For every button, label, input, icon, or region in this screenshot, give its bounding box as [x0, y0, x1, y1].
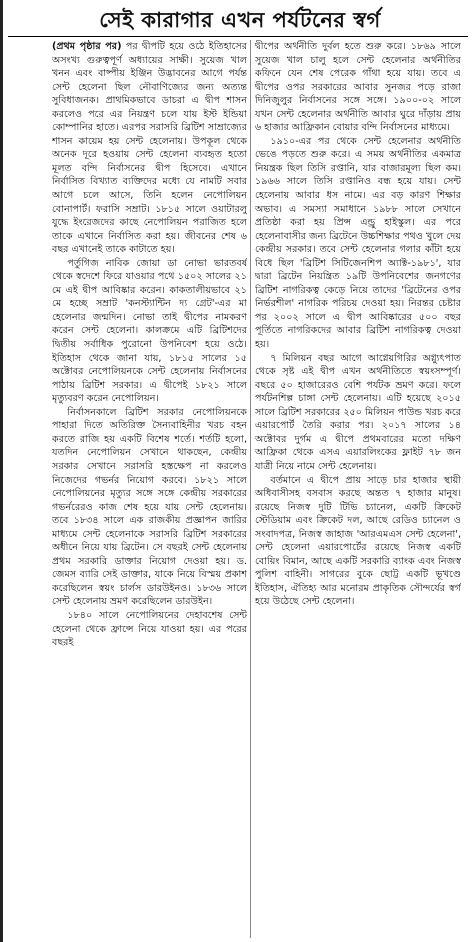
article-paragraph-6: ১৯১০-এর পর থেকে সেন্ট হেলেনার অর্থনীতি ভেঙে পড়তে শুরু করে। এ সময় অর্থনীতির একমাত্র নিয়ন্ত্রক ছিল তিসি রপ্তানি, যার বাজারমূল্য ছিল কম। ১৯৬৬ সালে তিসি রপ্তানিও বন্ধ হয়ে যায়। সেন্ট হেলেনায় আবার ধস নামে। এর বড় কারণ শিক্ষার অভাব। এ সমস্যা সমাধানে ১৯৮৮ সালে সেখানে প্রতিষ্ঠা করা হয় প্রিন্স এন্ড্রু হাইস্কুল। এর পরে হেলেনাবাসীর জন্য ব্রিটেনে উচ্চশিক্ষার পথও খুলে দেয় কেন্দ্রীয় সরকার। তবে সেন্ট হেলেনার গলার কাঁটা হয়ে বিধে ছিল 'ব্রিটিশ সিটিজেনশিপ অ্যাক্ট-১৯৮১', যার দ্বারা ব্রিটেন নিয়ন্ত্রিত ১৯টি উপনিবেশের জনগণের ব্রিটিশ নাগরিকত্ব কেড়ে নিয়ে তাদের 'ব্রিটেনের ওপর নির্ভরশীল' নাগরিক পরিচয় দেওয়া হয়। নিরন্তর চেষ্টার পর ২০০২ সালে এ দ্বীপ আবিষ্কারের ৫০০ বছর পূর্তিতে নাগরিকদের আবার ব্রিটিশ নাগরিকত্ব দেওয়া হয়।: [255, 135, 461, 351]
article-paragraph-1: [52, 40, 247, 257]
headline: সেই কারাগার এখন পর্যটনের স্বর্গ: [99, 8, 381, 32]
column-divider: [250, 40, 251, 938]
article-paragraph-4: ১৮৪০ সালে নেপোলিয়নের দেহাবশেষ সেন্ট হেলেনা থেকে ফ্রান্সে নিয়ে যাওয়া হয়। এর পরের বছরই: [52, 609, 247, 649]
article-paragraph-5: দ্বীপের অর্থনীতি দুর্বল হতে শুরু করে। ১৮৬৯ সালে সুয়েজ খাল চালু হলে সেন্ট হেলেনার অর্থনীতির কফিনে যেন শেষ পেরেক গাঁথা হয়ে যায়। তবে এ দ্বীপের ওপর সরকারের আবার সুনজর পড়ে রাজা দিনিজুলুর নির্বাসনের সঙ্গে সঙ্গে। ১৯০০-০২ সালে যখন সেন্ট হেলেনার অর্থনীতি আবার ঘুরে দাঁড়ায় প্রায় ৬ হাজার আফ্রিকান বোয়ার বন্দি নির্বাসনের মাধ্যমে।: [255, 41, 461, 134]
article-paragraph-7: ৭ মিলিয়ন বছর আগে আগ্নেয়গিরির অগ্ন্যুৎপাত থেকে সৃষ্ট এই দ্বীপ এখন অর্থনীতিতে স্বয়ংসম্পূর্ণ। বছরে ৫০ হাজারেরও বেশি পর্যটক ভ্রমণ করে। ফলে পর্যটনশিল্প চাঙ্গা সেন্ট হেলেনায়। এটি হয়েছে ২০১৫ সালে ব্রিটিশ সরকারের ২৫০ মিলিয়ন পাউন্ড খরচ করে এয়ারপোর্ট তৈরি করার পর। ২০১৭ সালের ১৪ অক্টোবর দুর্গম এ দ্বীপে প্রথমবারের মতো দক্ষিণ আফ্রিকা থেকে এসএ এয়ারলিংকের ফ্লাইট ৭৮ জন যাত্রী নিয়ে নামে সেন্ট হেলেনায়।: [255, 352, 461, 472]
article-paragraph-3: নির্বাসনকালে ব্রিটিশ সরকার নেপোলিয়নকে পাহারা দিতে অতিরিক্ত সৈন্যবাহিনীর খরচ বহন করতে রাজি হয় একটি বিশেষ শর্তে। শর্তটি হলো, যতদিন নেপোলিয়ন সেখানে থাকছেন, কেন্দ্রীয় সরকার সেখানে সরাসরি হস্তক্ষেপ না করলেও নিজেদের গভর্নর নিয়োগ করবে। ১৮২১ সালে নেপোলিয়নের মৃত্যুর সঙ্গে সঙ্গে কেন্দ্রীয় সরকারের গভর্নরেরও কাজ শেষ হয়ে যায় সেন্ট হেলেনায়। তবে ১৮৩৪ সালে এক রাজকীয় প্রজ্ঞাপন জারির মাধ্যমে সেন্ট হেলেনাকে সরাসরি ব্রিটিশ সরকারের অধীনে নিয়ে যায় ব্রিটেন। সে বছরই সেন্ট হেলেনায় প্রথম সরকারি ডাক্তার নিয়োগ দেওয়া হয়। ড. জেমস ব্যারি সেই ডাক্তার, যাকে নিয়ে বিস্ময় প্রকাশ করেছিলেন স্বয়ং চার্লস ডারউইনও। ১৮৩৬ সালে সেন্ট হেলেনায় ভ্রমণ করেছিলেন ডারউইন।: [52, 406, 247, 608]
right-column: [255, 40, 461, 938]
continuation-lead: (প্রথম পৃষ্ঠার পর): [52, 41, 122, 52]
article-paragraph-2: পর্তুগিজ নাবিক জোয়া ডা নোভা ভারতবর্ষ থেকে স্বদেশে ফিরে যাওয়ার পথে ১৫০২ সালের ২১ মে এই দ্বীপ আবিষ্কার করেন। কাকতালীয়ভাবে ২১ মে হচ্ছে সম্রাট 'কনস্ট্যান্টিন দ্য গ্রেট'-এর মা হেলেনার জন্মদিন। নোভা তাই দ্বীপের নামকরণ করেন সেন্ট হেলেনা। কালক্রমে এটি ব্রিটিশদের দ্বিতীয় সর্বাধিক পুরোনো উপনিবেশ হয়ে ওঠে। ইতিহাস থেকে জানা যায়, ১৮১৫ সালের ১৫ অক্টোবর নেপোলিয়নকে সেন্ট হেলেনায় নির্বাসনের পাঠায় ব্রিটিশ সরকার। এ দ্বীপেই ১৮২১ সালে মৃত্যুবরণ করেন নেপোলিয়ন।: [52, 257, 247, 405]
article-paragraph-8: বর্তমানে এ দ্বীপে প্রায় সাড়ে চার হাজার স্থায়ী অধিবাসীসহ বসবাস করছে অন্তত ৭ হাজার মানুষ। রয়েছে নিজস্ব দুটি টিভি চ্যানেল, একটি ক্রিকেট স্টেডিয়াম এবং ক্রিকেট দল, আছে রেডিও চ্যানেল ও সংবাদপত্র, নিজস্ব জাহাজ 'আরএমএস সেন্ট হেলেনা', সেন্ট হেলেনা এয়ারপোর্টের রয়েছে নিজস্ব একটি বোয়িং বিমান, আছে একটি সরকারি ব্যাংক এবং নিজস্ব পুলিশ বাহিনী। সাগরের বুকে ছোট্ট একটি ভূখণ্ডে ইতিহাস, ঐতিহ্য আর মনোরম প্রাকৃতিক সৌন্দর্যের স্বর্গ হয়ে উঠেছে সেন্ট হেলেনা।: [255, 474, 461, 608]
paragraph-text: পর দ্বীপটি হয়ে ওঠে ইতিহাসের অসংখ্য গুরুত্বপূর্ণ অধ্যায়ের সাক্ষী। সুয়েজ খাল খনন এবং বাষ্পীয় ইঞ্জিন উদ্ভাবনের আগে পর্যন্ত সেন্ট হেলেনা ছিল নৌবাণিজ্যের জন্য অত্যন্ত সুবিধাজনক। প্রাথমিকভাবে ডাচরা এ দ্বীপ শাসন করলেও পরে এর নিয়ন্ত্রণ চলে যায় ইস্ট ইন্ডিয়া কোম্পানির হাতে। এরপর সরাসরি ব্রিটিশ সাম্রাজ্যের শাসন কায়েম হয় সেন্ট হেলেনায়। উপকূল থেকে অনেক দূরে হওয়ায় সেন্ট হেলেনা ব্যবহৃত হতো মূলত বন্দি নির্বাসনের দ্বীপ হিসেবে। এখানে নির্বাসিত বিখ্যাত ব্যক্তিদের মধ্যে যে নামটি সবার আগে চলে আসে, তিনি হলেন নেপোলিয়ন বোনাপার্ট। ফরাসি সম্রাট। ১৮১৫ সালে ওয়াটারলু যুদ্ধে ইংরেজদের কাছে নেপোলিয়ন পরাজিত হলে তাকে এখানে নির্বাসিত করা হয়। জীবনের শেষ ৬ বছর এখানেই তাকে কাটাতে হয়।: [52, 41, 247, 256]
left-column: [52, 40, 247, 938]
headline-rule: [8, 36, 468, 37]
left-margin-bar: [0, 0, 3, 942]
